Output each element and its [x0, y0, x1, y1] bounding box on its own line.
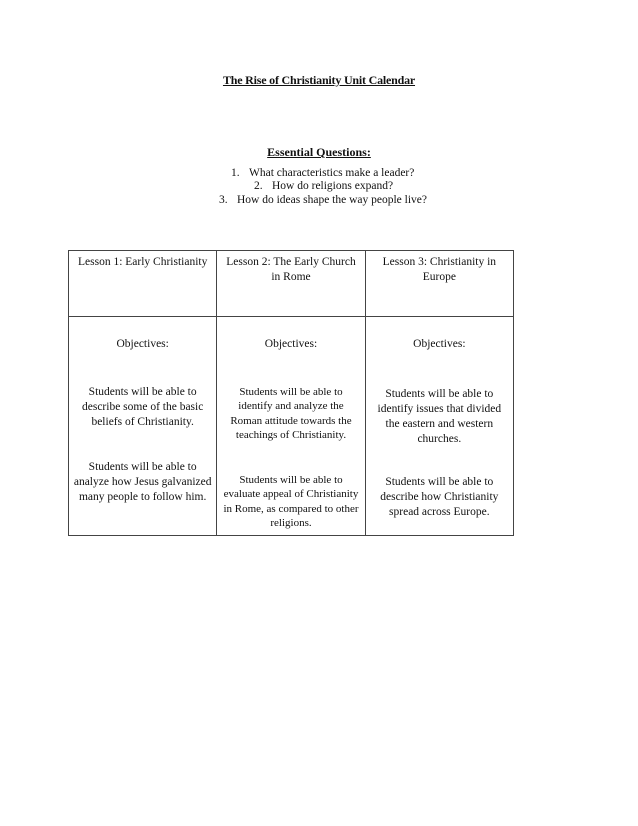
objectives-label: Objectives:	[264, 337, 318, 350]
objectives-label: Objectives:	[413, 337, 466, 350]
lesson-2-objectives-cell	[217, 316, 365, 535]
essential-question-item	[231, 166, 414, 180]
essential-question-item	[254, 179, 393, 193]
objective-text: Students will be able to evaluate appeal of Christianity in Rome, as compared to other religions.	[223, 473, 359, 530]
lesson-1-objectives-cell	[69, 316, 217, 535]
objectives-row	[69, 316, 514, 535]
objective-text: Students will be able to describe some of the basic beliefs of Christianity.	[81, 385, 204, 428]
question-text: How do religions expand?	[272, 180, 394, 192]
question-number: 1.	[231, 167, 240, 179]
objective-text: Students will be able to describe how Christianity spread across Europe.	[380, 475, 499, 518]
essential-questions-heading: Essential Questions:	[267, 145, 371, 159]
question-number: 3.	[219, 194, 228, 206]
objective-text: Students will be able to analyze how Jesus galvanized many people to follow him.	[73, 460, 212, 503]
lesson-1-title: Lesson 1: Early Christianity	[69, 251, 217, 317]
objective-text: Students will be able to identify and analyze the Roman attitude towards the teachings of Christianity.	[230, 385, 352, 442]
question-number: 2.	[254, 180, 263, 192]
lesson-3-objectives-cell	[365, 316, 513, 535]
objective-text: Students will be able to identify issues that divided the eastern and western churches.	[377, 387, 502, 445]
question-text: How do ideas shape the way people live?	[237, 194, 428, 206]
unit-calendar-table	[68, 250, 514, 536]
objectives-label: Objectives:	[116, 337, 169, 350]
question-text: What characteristics make a leader?	[249, 167, 415, 179]
lesson-title-row	[69, 251, 514, 317]
page-title: The Rise of Christianity Unit Calendar	[222, 73, 416, 87]
lesson-3-title: Lesson 3: Christianity in Europe	[365, 251, 513, 317]
lesson-2-title: Lesson 2: The Early Church in Rome	[217, 251, 365, 317]
essential-question-item	[219, 193, 427, 207]
